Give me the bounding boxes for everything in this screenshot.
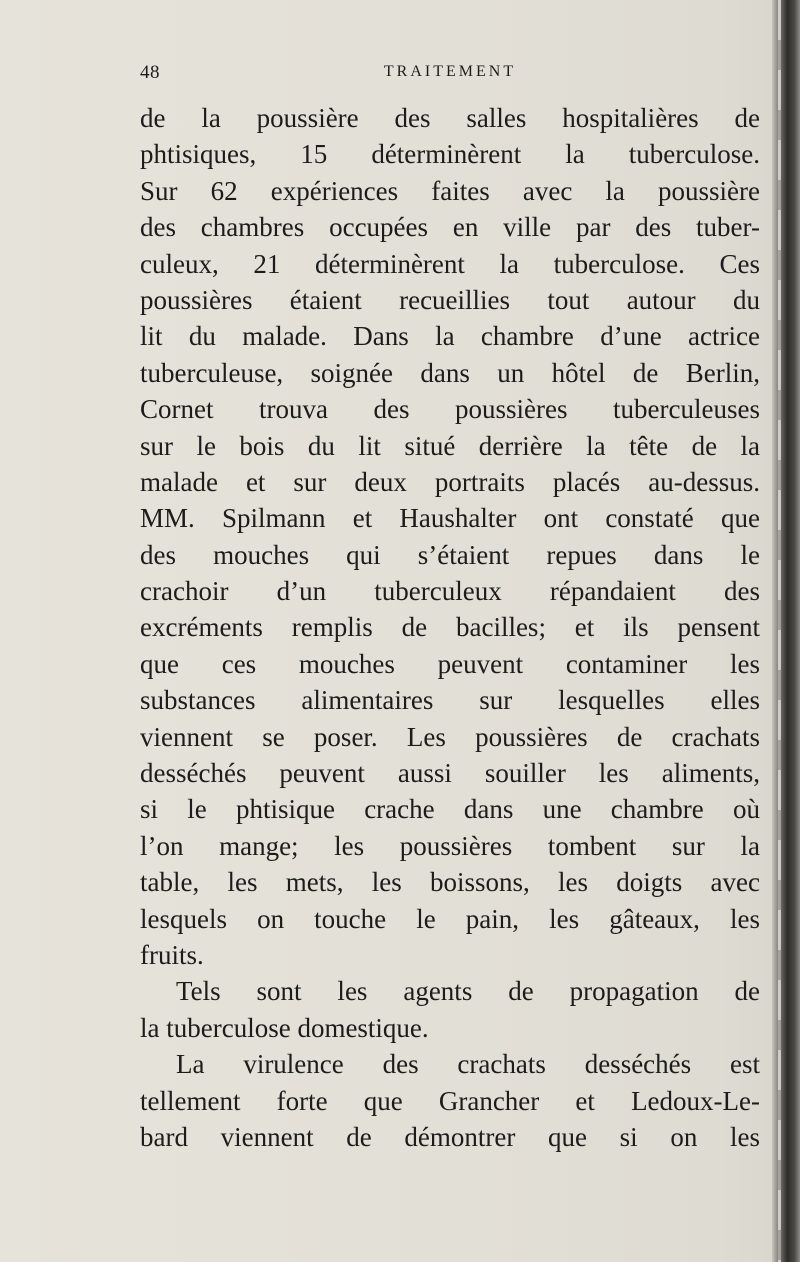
text-line: tellement forte que Grancher et Ledoux-Le- (140, 1085, 760, 1116)
text-line: si le phtisique crache dans une chambre où (140, 794, 760, 825)
text-line: Sur 62 expériences faites avec la poussière (140, 175, 760, 206)
text-line: desséchés peuvent aussi souiller les aliments, (140, 758, 760, 789)
text-line: crachoir d’un tuberculeux répandaient des (140, 576, 760, 607)
text-line: sur le bois du lit situé derrière la tête de la (140, 430, 760, 461)
text-line: fruits. (140, 939, 204, 970)
text-line: viennent se poser. Les poussières de crachats (140, 721, 760, 752)
text-line: lit du malade. Dans la chambre d’une actrice (140, 321, 760, 352)
text-line: La virulence des crachats desséchés est (176, 1049, 760, 1080)
text-line: table, les mets, les boissons, les doigts avec (140, 867, 760, 898)
text-line: MM. Spilmann et Haushalter ont constaté que (140, 503, 760, 534)
text-line: culeux, 21 déterminèrent la tuberculose. Ces (140, 248, 760, 279)
page-header (140, 62, 760, 92)
text-line: l’on mange; les poussières tombent sur la (140, 830, 760, 861)
page-number: 48 (140, 62, 160, 83)
running-head: TRAITEMENT (383, 63, 517, 80)
text-line: lesquels on touche le pain, les gâteaux, les (140, 903, 760, 934)
text-line: malade et sur deux portraits placés au-dessus. (140, 466, 760, 497)
text-line: la tuberculose domestique. (140, 1012, 429, 1043)
text-line: tuberculeuse, soignée dans un hôtel de Berlin, (140, 357, 760, 388)
text-line: des mouches qui s’étaient repues dans le (140, 539, 760, 570)
text-line: de la poussière des salles hospitalières de (140, 103, 760, 133)
body-text (140, 100, 760, 1155)
text-line: des chambres occupées en ville par des tuber- (140, 212, 760, 243)
text-line: poussières étaient recueillies tout autour du (140, 284, 760, 315)
book-binding-edge (772, 0, 800, 1262)
text-line: bard viennent de démontrer que si on les (140, 1121, 760, 1152)
text-line: Cornet trouva des poussières tuberculeuses (140, 394, 760, 425)
text-line: que ces mouches peuvent contaminer les (140, 648, 760, 679)
text-line: Tels sont les agents de propagation de (176, 976, 760, 1007)
text-line: excréments remplis de bacilles; et ils pensent (140, 612, 760, 643)
text-line: substances alimentaires sur lesquelles elles (140, 685, 760, 716)
text-line: phtisiques, 15 déterminèrent la tuberculose. (140, 139, 760, 170)
